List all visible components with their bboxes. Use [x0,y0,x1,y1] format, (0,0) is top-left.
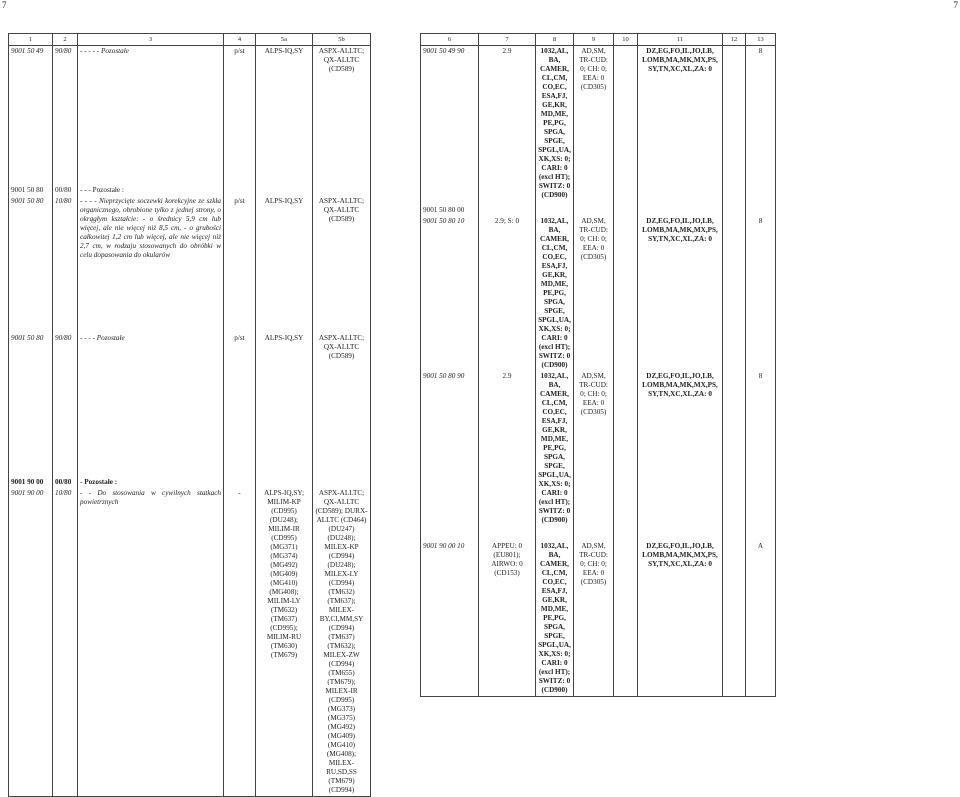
partner-countries-cell [638,201,723,216]
header-cell: 10 [614,34,638,46]
table-row [9,196,371,333]
partner-countries-cell: DZ,EG,FO,IL,JO,LB, LOMB,MA,MK,MX,PS, SY,TN,XC,XL,ZA: 0 [638,216,723,371]
customs-union-cell: AD,SM, TR-CUD: 0; CH: 0; EEA: 0 (CD305) [574,371,614,526]
import-measures-cell: ALPS-IQ,SY [256,333,313,473]
export-measures-cell: ASPX-ALLTC; QX-ALLTC (CD589) [313,196,371,333]
unit-cell [224,181,256,196]
suffix-cell: 90/80 [53,333,78,473]
preferential-countries-cell: 1032,AL, BA, CAMER, CL,CM, CO,EC, ESA,FJ, GE,KR, MD,ME, PE,PG, SPGA, SPGE, SPGL,UA, XK,XS: 0; CARI: 0 (excl HT); SWITZ: 0 (CD900) [536,541,574,697]
category-cell: 8 [746,371,776,526]
category-cell: A [746,541,776,697]
col-10-cell [614,216,638,371]
third-country-duty-cell: APPEU: 0 (EU801); AIRWO: 0 (CD153) [479,541,536,697]
code-cn-cell: 9001 50 80 [9,333,53,473]
header-cell: 1 [9,34,53,46]
suffix-cell: 10/80 [53,196,78,333]
col-12-cell [723,216,746,371]
code-cn-cell: 9001 90 00 [9,488,53,797]
header-row [9,34,371,46]
header-cell: 5a [256,34,313,46]
col-12-cell [723,541,746,697]
code-cn-cell: 9001 50 80 [9,181,53,196]
description-cell: - - Do stosowania w cywilnych statkach powietrznych [78,488,224,797]
header-row [421,34,776,46]
table-row [421,526,776,541]
customs-union-cell: AD,SM, TR-CUD: 0; CH: 0; EEA: 0 (CD305) [574,541,614,697]
col-12-cell [723,526,746,541]
customs-union-cell: AD,SM, TR-CUD: 0; CH: 0; EEA: 0 (CD305) [574,216,614,371]
export-measures-cell: ASPX-ALLTC; QX-ALLTC (CD589); DURX-ALLTC (CD464) (DU247) (DU248); MILEX-KP (CD994) (DU248); MILEX-LY (CD994) (TM632) (TM637); MILEX-BY,CI,MM,SY (CD994) (TM637) (TM632); MILEX-ZW (CD994) (TM655) (TM679); MILEX-IR (CD995) (MG373) (MG375) (MG492) (MG409) (MG410) (MG408); MILEX-RU,SD,SS (TM679) (CD994) [313,488,371,797]
table-row [9,333,371,473]
header-cell: 2 [53,34,78,46]
partner-countries-cell: DZ,EG,FO,IL,JO,LB, LOMB,MA,MK,MX,PS, SY,TN,XC,XL,ZA: 0 [638,541,723,697]
code-cn-cell: 9001 90 00 [9,473,53,488]
category-cell [746,526,776,541]
third-country-duty-cell [479,201,536,216]
preferential-countries-cell [536,526,574,541]
header-cell: 11 [638,34,723,46]
col-12-cell [723,46,746,202]
page-number-left: 7 [2,0,7,10]
suffix-cell: 10/80 [53,488,78,797]
page-number-right: 7 [953,0,958,10]
description-cell: - - - - Nieprzycięte soczewki korekcyjne ze szkła organicznego, obrobione tylko z jednej strony, o okrągłym kształcie: - o średnicy 5,9 cm lub więcej, ale nie więcej niż 8,5 cm, - o grubości całkowitej 1,2 cm lub więcej, ale nie więcej niż 2,7 cm, w rodzaju stosowanych do obróbki w celu dopasowania do okularów [78,196,224,333]
third-country-duty-cell: 2.9; S: 0 [479,216,536,371]
preferential-countries-cell [536,201,574,216]
header-cell: 8 [536,34,574,46]
taric-code-cell: 9001 50 80 10 [421,216,479,371]
table-row [421,46,776,202]
third-country-duty-cell: 2.9 [479,371,536,526]
col-10-cell [614,526,638,541]
unit-cell: p/st [224,196,256,333]
export-measures-cell [313,473,371,488]
customs-union-cell: AD,SM, TR-CUD: 0; CH: 0; EEA: 0 (CD305) [574,46,614,202]
category-cell [746,201,776,216]
col-10-cell [614,201,638,216]
header-cell: 7 [479,34,536,46]
unit-cell: p/st [224,333,256,473]
table-row [9,488,371,797]
preferential-countries-cell: 1032,AL, BA, CAMER, CL,CM, CO,EC, ESA,FJ, GE,KR, MD,ME, PE,PG, SPGA, SPGE, SPGL,UA, XK,XS: 0; CARI: 0 (excl HT); SWITZ: 0 (CD900) [536,46,574,202]
table-row [421,216,776,371]
export-measures-cell: ASPX-ALLTC; QX-ALLTC (CD589) [313,333,371,473]
header-cell: 9 [574,34,614,46]
description-cell: - - - - - Pozostałe [78,46,224,181]
col-10-cell [614,46,638,202]
suffix-cell: 00/80 [53,473,78,488]
taric-code-cell: 9001 50 49 90 [421,46,479,202]
suffix-cell: 90/80 [53,46,78,181]
category-cell: 8 [746,216,776,371]
customs-union-cell [574,526,614,541]
import-measures-cell [256,473,313,488]
table-row [421,371,776,526]
table-row [9,473,371,488]
col-12-cell [723,371,746,526]
header-cell: 6 [421,34,479,46]
third-country-duty-cell [479,526,536,541]
suffix-cell: 00/80 [53,181,78,196]
partner-countries-cell: DZ,EG,FO,IL,JO,LB, LOMB,MA,MK,MX,PS, SY,TN,XC,XL,ZA: 0 [638,371,723,526]
preferential-countries-cell: 1032,AL, BA, CAMER, CL,CM, CO,EC, ESA,FJ, GE,KR, MD,ME, PE,PG, SPGA, SPGE, SPGL,UA, XK,XS: 0; CARI: 0 (excl HT); SWITZ: 0 (CD900) [536,216,574,371]
taric-code-cell [421,526,479,541]
taric-code-cell: 9001 50 80 90 [421,371,479,526]
col-10-cell [614,371,638,526]
partner-countries-cell: DZ,EG,FO,IL,JO,LB, LOMB,MA,MK,MX,PS, SY,TN,XC,XL,ZA: 0 [638,46,723,202]
description-cell: - - - - Pozostałe [78,333,224,473]
unit-cell [224,473,256,488]
import-measures-cell: ALPS-IQ,SY [256,46,313,181]
code-cn-cell: 9001 50 49 [9,46,53,181]
header-cell: 4 [224,34,256,46]
partner-countries-cell [638,526,723,541]
unit-cell: p/st [224,46,256,181]
customs-union-cell [574,201,614,216]
import-measures-cell [256,181,313,196]
description-cell: - Pozostałe : [78,473,224,488]
description-cell: - - - Pozostałe : [78,181,224,196]
category-cell: 8 [746,46,776,202]
tariff-table-left [8,33,371,797]
tariff-table-right [420,33,776,697]
header-cell: 3 [78,34,224,46]
table-row [421,541,776,697]
preferential-countries-cell: 1032,AL, BA, CAMER, CL,CM, CO,EC, ESA,FJ, GE,KR, MD,ME, PE,PG, SPGA, SPGE, SPGL,UA, XK,XS: 0; CARI: 0 (excl HT); SWITZ: 0 (CD900) [536,371,574,526]
import-measures-cell: ALPS-IQ,SY; MILIM-KP (CD995) (DU248); MILIM-IR (CD995) (MG371) (MG374) (MG492) (MG409) (MG410) (MG408); MILIM-LY (TM632) (TM637) (CD995); MILIM-RU (TM630) (TM679) [256,488,313,797]
table-row [9,46,371,181]
third-country-duty-cell: 2.9 [479,46,536,202]
col-10-cell [614,541,638,697]
export-measures-cell: ASPX-ALLTC; QX-ALLTC (CD589) [313,46,371,181]
export-measures-cell [313,181,371,196]
table-row [9,181,371,196]
header-cell: 13 [746,34,776,46]
table-row [421,201,776,216]
header-cell: 12 [723,34,746,46]
taric-code-cell: 9001 50 80 00 [421,201,479,216]
header-cell: 5b [313,34,371,46]
import-measures-cell: ALPS-IQ,SY [256,196,313,333]
unit-cell: - [224,488,256,797]
code-cn-cell: 9001 50 80 [9,196,53,333]
taric-code-cell: 9001 90 00 10 [421,541,479,697]
col-12-cell [723,201,746,216]
